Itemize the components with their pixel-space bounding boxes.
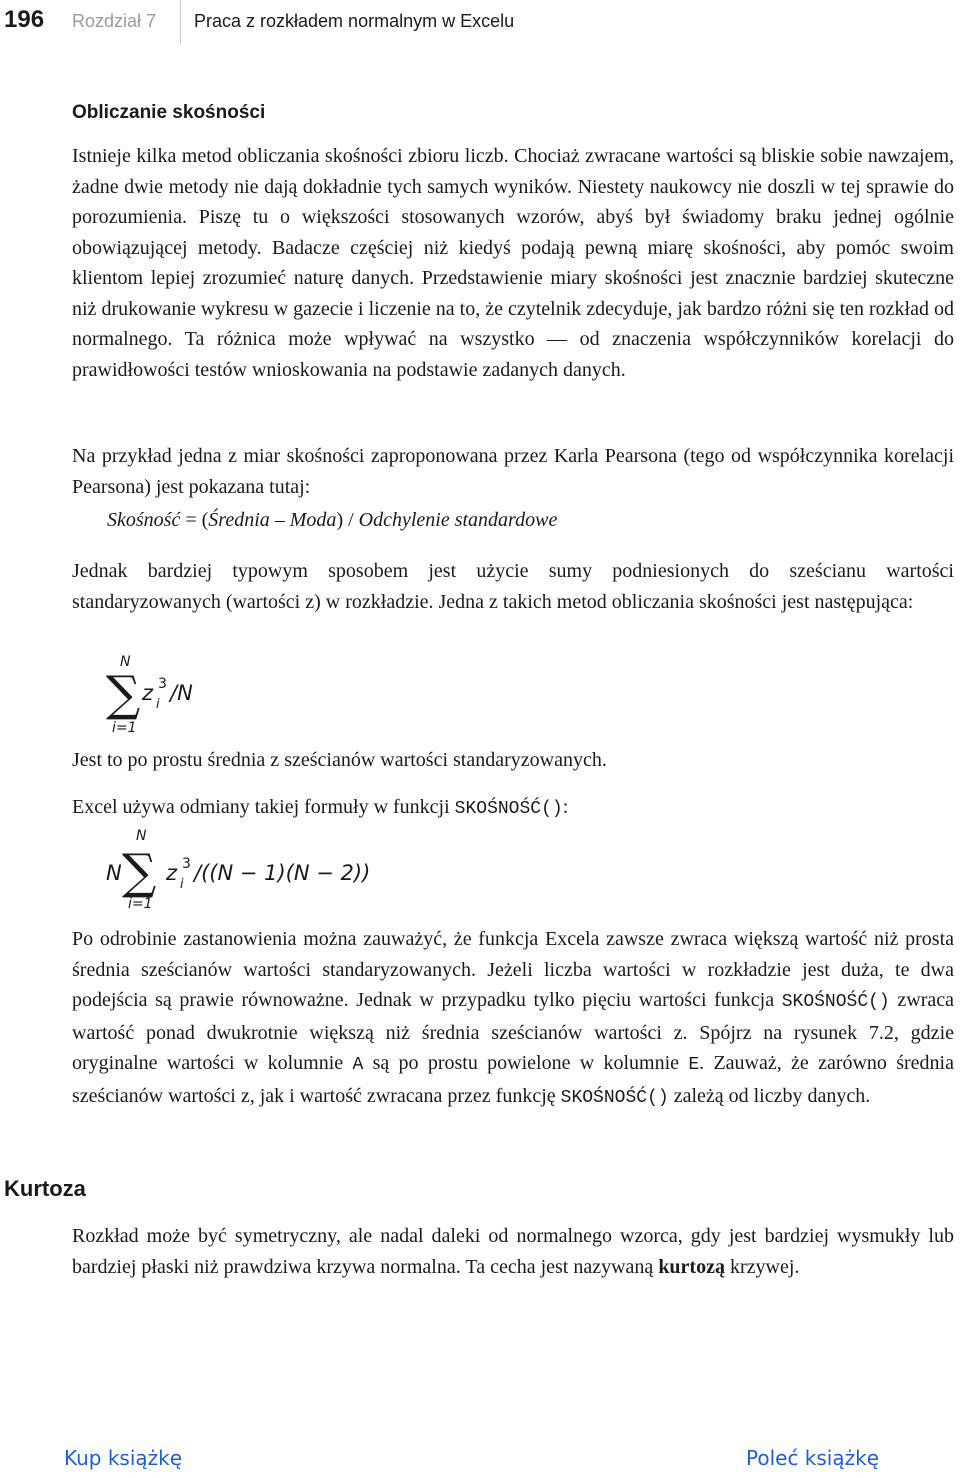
sum-lower-limit: i=1 xyxy=(112,720,137,736)
excel-body-z: z xyxy=(166,861,178,885)
formula-sd: Odchylenie standardowe xyxy=(358,509,558,531)
formula-mean: Średnia xyxy=(208,509,270,531)
pearson-formula xyxy=(107,509,557,532)
page-header xyxy=(0,0,960,44)
recommend-book-link[interactable]: Poleć książkę xyxy=(746,1446,879,1470)
sum-formula-excel xyxy=(100,826,390,912)
buy-book-link[interactable]: Kup książkę xyxy=(64,1446,183,1470)
excel-body-sub: i xyxy=(180,877,184,892)
excel-body-sup: 3 xyxy=(182,856,191,872)
header-divider xyxy=(180,0,181,44)
sum-body-sup: 3 xyxy=(158,676,167,692)
comparison-text-e: zależą od liczby danych. xyxy=(668,1084,871,1107)
comparison-text-d: . Zauważ, że zarówno średnia sześcianów wartości z, jak i wartość zwracana przez funkcję xyxy=(72,1052,954,1107)
sigma-icon: ∑ xyxy=(106,666,141,722)
sigma-icon: ∑ xyxy=(122,844,157,900)
excel-body-tail: /((N − 1)(N − 2)) xyxy=(194,861,371,885)
formula-slash: ) / xyxy=(336,509,359,531)
excel-function-suffix: : xyxy=(562,796,569,818)
column-name-e: E xyxy=(688,1055,700,1075)
formula-mode: Moda xyxy=(289,509,337,531)
kurtosis-text-b: krzywej. xyxy=(724,1255,800,1278)
paragraph-kurtosis xyxy=(72,1221,954,1282)
sum-formula-mean-cubes xyxy=(100,652,220,738)
formula-lhs: Skośność xyxy=(107,509,181,531)
excel-lead-n: N xyxy=(106,861,122,885)
paragraph-pearson: Na przykład jedna z miar skośności zaproponowana przez Karla Pearsona (tego od współczynnika korelacji Pearsona) jest pokazana tutaj: xyxy=(72,445,954,498)
paragraph-mean-of-cubes: Jest to po prostu średnia z sześcianów wartości standaryzowanych. xyxy=(72,749,607,771)
excel-function-prefix: Excel używa odmiany takiej formuły w funkcji xyxy=(72,796,455,818)
paragraph-standardized: Jednak bardziej typowym sposobem jest użycie sumy podniesionych do sześcianu wartości standaryzowanych (wartości z) w rozkładzie. Jedna z takich metod obliczania skośności jest następująca: xyxy=(72,560,954,613)
comparison-text-a: Po odrobinie zastanowienia można zauważyć, że funkcja Excela zawsze zwraca większą wartość niż prosta średnia sześcianów wartości standaryzowanych. Jeżeli liczba wartości w rozkładzie jest duża, te dwa podejścia są prawie równoważne. Jednak w przypadku tylko pięciu wartości funkcja xyxy=(72,928,954,1011)
function-name-skosnosc: SKOŚNOŚĆ() xyxy=(560,1087,669,1108)
formula-minus: – xyxy=(269,509,290,531)
sum-upper-limit: N xyxy=(120,654,131,670)
comparison-text-c: są po prostu powielone w kolumnie xyxy=(363,1052,689,1074)
sum-body-tail: /N xyxy=(170,681,193,705)
section-heading-skewness: Obliczanie skośności xyxy=(72,102,266,123)
section-heading-kurtosis: Kurtoza xyxy=(4,1176,86,1201)
page-number: 196 xyxy=(4,6,45,33)
function-name-skosnosc: SKOŚNOŚĆ() xyxy=(781,992,890,1012)
excel-lower-limit: i=1 xyxy=(128,896,153,912)
kurtosis-term: kurtozą xyxy=(658,1255,725,1278)
column-name-a: A xyxy=(352,1055,364,1075)
sum-body-sub: i xyxy=(156,697,160,712)
paragraph-skewness-intro: Istnieje kilka metod obliczania skośności zbioru liczb. Chociaż zwracane wartości są bliskie sobie nawzajem, żadne dwie metody nie dają dokładnie tych samych wyników. Niestety naukowcy nie doszli w tej sprawie do porozumienia. Piszę tu o większości stosowanych wzorów, abyś był świadomy braku jednej ogólnie obowiązującej metody. Badacze częściej niż kiedyś podają pewną miarę skośności, aby pomóc swoim klientom lepiej zrozumieć naturę danych. Przedstawienie miary skośności jest znacznie bardziej skuteczne niż drukowanie wykresu w gazecie i liczenie na to, że czytelnik zdecyduje, jak bardzo różni się ten rozkład od normalnego. Ta różnica może wpływać na wszystko — od znaczenia współczynników korelacji do prawidłowości testów wnioskowania na podstawie zadanych danych. xyxy=(72,145,954,381)
paragraph-excel-function xyxy=(72,792,954,825)
chapter-label: Rozdział 7 xyxy=(72,11,157,31)
chapter-title: Praca z rozkładem normalnym w Excelu xyxy=(194,11,515,31)
paragraph-excel-comparison xyxy=(72,924,954,1113)
formula-eq: = ( xyxy=(180,509,209,531)
excel-upper-limit: N xyxy=(136,828,147,844)
sum-body-z: z xyxy=(142,681,154,705)
comparison-text-b: zwraca wartość ponad dwukrotnie większą niż średnia sześcianów wartości z. Spójrz na rysunek 7.2, gdzie oryginalne wartości w kolumnie xyxy=(72,989,954,1074)
kurtosis-text-a: Rozkład może być symetryczny, ale nadal daleki od normalnego wzorca, gdy jest bardziej wysmukły lub bardziej płaski niż prawdziwa krzywa normalna. Ta cecha jest nazywaną xyxy=(72,1225,954,1278)
function-name-skosnosc: SKOŚNOŚĆ() xyxy=(454,799,563,819)
